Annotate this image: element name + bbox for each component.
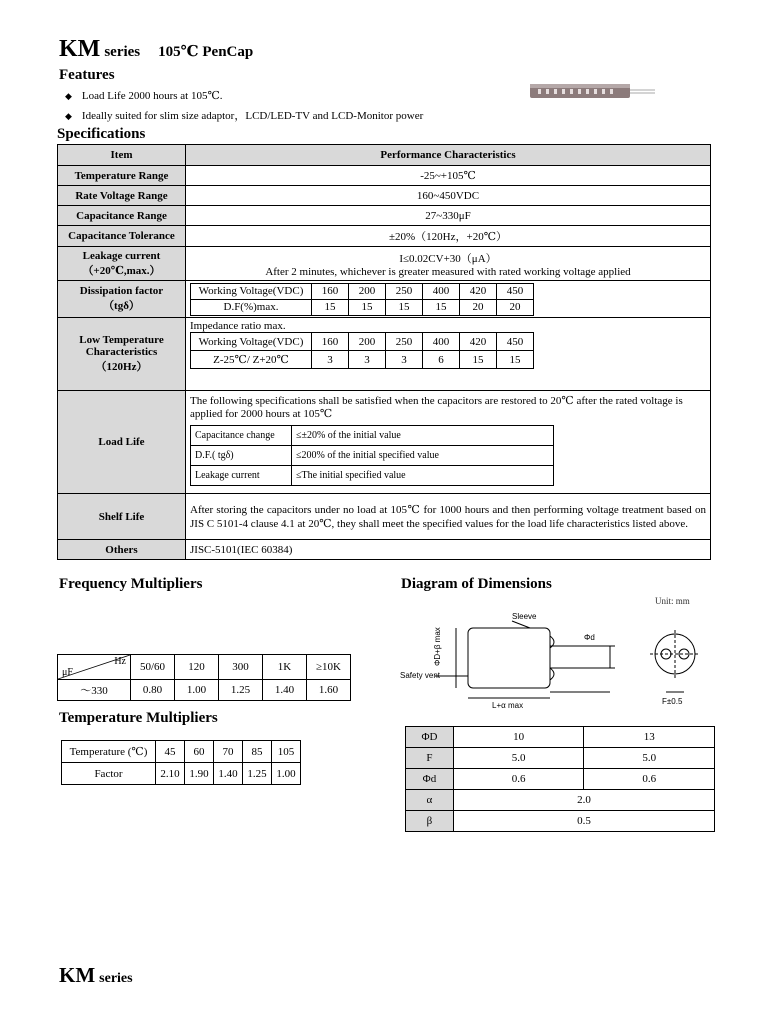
specifications-table: [57, 144, 711, 560]
dimension-diagram: [400, 606, 715, 710]
table-row: Temperature Range -25~+105℃: [58, 166, 711, 186]
svg-text:F±0.5: F±0.5: [662, 697, 683, 706]
svg-text:L+α max: L+α max: [492, 701, 524, 710]
col-performance: Performance Characteristics: [186, 145, 711, 166]
diamond-bullet-icon: ◆: [65, 111, 72, 121]
table-row: Capacitance Range 27~330μF: [58, 206, 711, 226]
table-row: Rate Voltage Range 160~450VDC: [58, 186, 711, 206]
page-title: [59, 36, 253, 63]
feature-item: ◆ Ideally suited for slim size adaptor，LCD/LED-TV and LCD-Monitor power: [65, 110, 424, 122]
feature-item: ◆ Load Life 2000 hours at 105℃.: [65, 90, 223, 102]
specifications-heading: Specifications: [57, 126, 146, 142]
features-heading: Features: [59, 67, 115, 83]
dimensions-heading: Diagram of Dimensions: [401, 576, 552, 592]
series-code: KM: [59, 36, 101, 62]
footer-series-word: series: [99, 971, 133, 986]
page-footer: [59, 963, 133, 988]
table-row: Low Temperature Characteristics （120Hz） Impedance ratio max. Working Voltage(VDC) 160 200 250 400 420 450 Z-25℃/ Z+20℃ 3 3 3 6 15 15: [58, 318, 711, 391]
unit-label: Unit: mm: [655, 596, 690, 606]
table-row: Capacitance Tolerance ±20%（120Hz，+20℃）: [58, 226, 711, 247]
table-row: Shelf Life After storing the capacitors under no load at 105℃ for 1000 hours and then performing voltage treatment based on JIS C 5101-4 clause 4.1 at 20℃, they shall meet the specified values for the load life characteristics listed above.: [58, 494, 711, 540]
footer-series-code: KM: [59, 963, 96, 987]
svg-text:Safety vent: Safety vent: [400, 671, 441, 680]
svg-text:Φd: Φd: [584, 633, 595, 642]
capacitor-photo: [530, 82, 655, 100]
low-temp-table: Working Voltage(VDC) 160 200 250 400 420 450 Z-25℃/ Z+20℃ 3 3 3 6 15 15: [190, 332, 534, 369]
corner-cell: Hz μF: [58, 655, 131, 680]
col-item: Item: [58, 145, 186, 166]
svg-text:Sleeve: Sleeve: [512, 612, 537, 621]
load-life-table: Capacitance change ≤±20% of the initial value D.F.( tgδ) ≤200% of the initial specified value Leakage current ≤The initial specified value: [190, 425, 554, 486]
table-row: Dissipation factor （tgδ） Working Voltage(VDC) 160 200 250 400 420 450 D.F(%)max. 15 15 15 15 20 20: [58, 281, 711, 318]
series-subtitle: 105℃ PenCap: [158, 44, 254, 60]
temperature-heading: Temperature Multipliers: [59, 710, 218, 726]
frequency-heading: Frequency Multipliers: [59, 576, 203, 592]
diamond-bullet-icon: ◆: [65, 91, 72, 101]
table-row: Load Life The following specifications shall be satisfied when the capacitors are restored to 20℃ after the rated voltage is applied for 2000 hours at 105℃ Capacitance change ≤±20% of the initial value D.F.( tgδ) ≤200% of the initial specified value Leakage current ≤The initial specified value: [58, 391, 711, 494]
series-word: series: [104, 44, 141, 60]
table-row: Others JISC-5101(IEC 60384): [58, 540, 711, 560]
dimensions-table: ΦD 10 13 F 5.0 5.0 Φd 0.6 0.6 α 2.0 β 0.5: [405, 726, 715, 832]
temperature-table: Temperature (℃) 45 60 70 85 105 Factor 2.10 1.90 1.40 1.25 1.00: [61, 740, 301, 785]
table-header-row: [58, 145, 711, 166]
frequency-table: Hz μF 50/60 120 300 1K ≥10K ～330 0.80 1.00 1.25 1.40 1.60: [57, 654, 351, 701]
dissipation-table: Working Voltage(VDC) 160 200 250 400 420 450 D.F(%)max. 15 15 15 15 20 20: [190, 283, 534, 316]
table-row: Leakage current （+20℃,max.） I≤0.02CV+30（μA） After 2 minutes, whichever is greater measured with rated working voltage applied: [58, 247, 711, 281]
svg-text:ΦD+β max: ΦD+β max: [433, 627, 442, 666]
